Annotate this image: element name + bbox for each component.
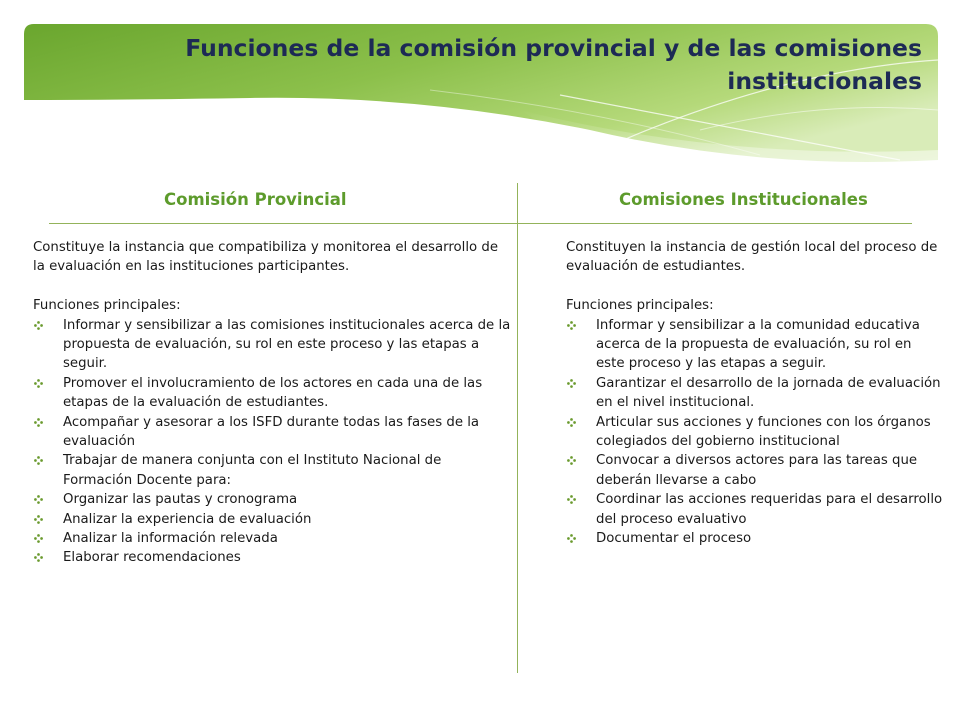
list-item: [566, 316, 944, 374]
page-title: Funciones de la comisión provincial y de las comisiones institucionales: [185, 34, 922, 95]
list-item-text: Informar y sensibilizar a las comisiones institucionales acerca de la propuesta de evaluación, su rol en este proceso y las etapas a seguir.: [63, 317, 511, 372]
column-divider: [517, 183, 518, 673]
diamond-dots-icon: [567, 418, 576, 427]
diamond-dots-icon: [34, 379, 43, 388]
diamond-dots-icon: [34, 456, 43, 465]
diamond-dots-icon: [34, 534, 43, 543]
list-item: [566, 490, 944, 529]
left-functions-label: Funciones principales:: [33, 298, 181, 314]
list-item: [566, 529, 944, 548]
list-item-text: Garantizar el desarrollo de la jornada de evaluación en el nivel institucional.: [596, 375, 941, 411]
diamond-dots-icon: [34, 418, 43, 427]
list-item-text: Analizar la experiencia de evaluación: [63, 511, 312, 527]
list-item: [566, 413, 944, 452]
heading-divider: [49, 223, 912, 224]
diamond-dots-icon: [34, 553, 43, 562]
list-item-text: Articular sus acciones y funciones con los órganos colegiados del gobierno institucional: [596, 414, 931, 450]
list-item: [33, 490, 511, 509]
list-item: [33, 451, 511, 490]
list-item-text: Promover el involucramiento de los actores en cada una de las etapas de la evaluación de estudiantes.: [63, 375, 483, 411]
list-item-text: Convocar a diversos actores para las tareas que deberán llevarse a cabo: [596, 453, 918, 488]
right-column-heading: Comisiones Institucionales: [619, 190, 868, 209]
list-item-text: Organizar las pautas y cronograma: [63, 492, 298, 508]
right-functions-label: Funciones principales:: [566, 298, 714, 314]
diamond-dots-icon: [567, 534, 576, 543]
diamond-dots-icon: [567, 495, 576, 504]
list-item: [566, 451, 944, 490]
diamond-dots-icon: [567, 456, 576, 465]
list-item: [33, 413, 511, 452]
list-item-text: Elaborar recomendaciones: [63, 550, 241, 566]
diamond-dots-icon: [567, 379, 576, 388]
left-intro: Constituye la instancia que compatibiliza y monitorea el desarrollo de la evaluación en las instituciones participantes.: [33, 240, 499, 275]
list-item: [566, 374, 944, 413]
left-function-list: [33, 316, 511, 568]
list-item: [33, 510, 511, 529]
left-column: [33, 238, 511, 568]
list-item: [33, 316, 511, 374]
right-column: [566, 238, 944, 548]
list-item-text: Documentar el proceso: [596, 531, 752, 547]
diamond-dots-icon: [567, 321, 576, 330]
list-item: [33, 374, 511, 413]
diamond-dots-icon: [34, 495, 43, 504]
diamond-dots-icon: [34, 321, 43, 330]
right-intro: Constituyen la instancia de gestión local del proceso de evaluación de estudiantes.: [566, 240, 938, 275]
list-item-text: Informar y sensibilizar a la comunidad educativa acerca de la propuesta de evaluación, su rol en este proceso y las etapas a seguir.: [596, 317, 920, 372]
list-item-text: Coordinar las acciones requeridas para el desarrollo del proceso evaluativo: [596, 492, 943, 527]
list-item: [33, 548, 511, 567]
right-function-list: [566, 316, 944, 549]
left-column-heading: Comisión Provincial: [164, 190, 347, 209]
diamond-dots-icon: [34, 515, 43, 524]
list-item-text: Acompañar y asesorar a los ISFD durante todas las fases de la evaluación: [63, 414, 480, 450]
list-item: [33, 529, 511, 548]
list-item-text: Trabajar de manera conjunta con el Instituto Nacional de Formación Docente para:: [63, 453, 442, 488]
list-item-text: Analizar la información relevada: [63, 531, 278, 547]
